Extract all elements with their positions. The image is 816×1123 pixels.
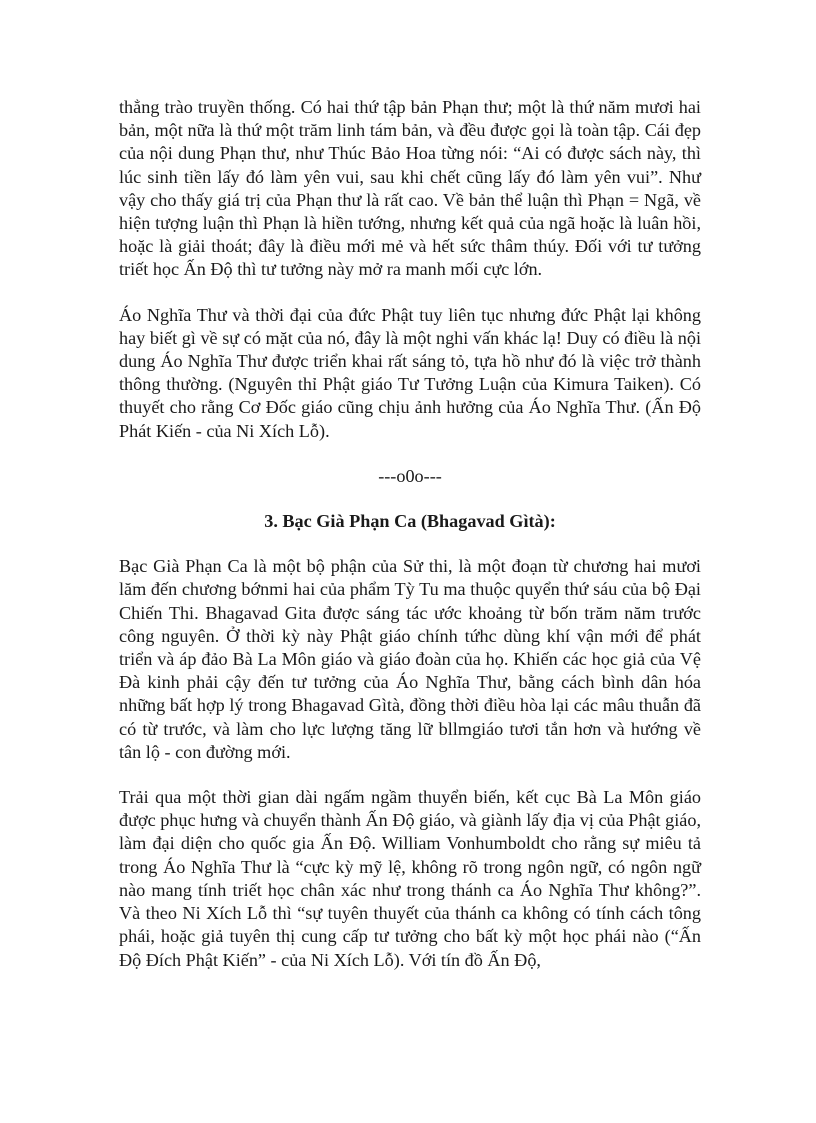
paragraph-gita-revival: Trải qua một thời gian dài ngấm ngầm thuyển biến, kết cục Bà La Môn giáo được phục hưng và chuyển thành Ấn Độ giáo, và giành lấy địa vị của Phật giáo, làm đại diện cho quốc gia Ấn Độ. William Vonhumboldt cho rằng sự miêu tả trong Áo Nghĩa Thư là “cực kỳ mỹ lệ, không rõ trong ngôn ngữ, có ngôn ngữ nào mang tính triết học chân xác như trong thánh ca Áo Nghĩa Thư không?”. Và theo Ni Xích Lỗ thì “sự tuyên thuyết của thánh ca không có tính cách tông phái, hoặc giả tuyên thị cung cấp tư tưởng cho bất kỳ một học phái nào (“Ấn Độ Đích Phật Kiến” - của Ni Xích Lỗ). Với tín đồ Ấn Độ, [119,787,701,970]
section-heading: 3. Bạc Già Phạn Ca (Bhagavad Gìtà): [264,511,556,532]
paragraph-upanishad-collections: thẳng trào truyền thống. Có hai thứ tập bản Phạn thư; một là thứ năm mươi hai bản, một nữa là thứ một trăm linh tám bản, và đều được gọi là toàn tập. Cái đẹp của nội dung Phạn thư, như Thúc Bảo Hoa từng nói: “Ai có được sách này, thì lúc sinh tiền lấy đó làm yên vui, sau khi chết cũng lấy đó làm yên vui”. Như vậy cho thấy giá trị của Phạn thư là rất cao. Về bản thể luận thì Phạn = Ngã, về hiện tượng luận thì Phạn là hiền tướng, nhưng kết quả của ngã hoặc là luân hồi, hoặc là giải thoát; đây là điều mới mẻ và hết sức thâm thúy. Đối với tư tưởng triết học Ấn Độ thì tư tưởng này mở ra manh mối cực lớn. [119,97,701,280]
paragraph-gita-origin: Bạc Già Phạn Ca là một bộ phận của Sử thi, là một đoạn từ chương hai mươi lăm đến chương bớnmi hai của phẩm Tỳ Tu ma thuộc quyển thứ sáu của bộ Đại Chiến Thi. Bhagavad Gita được sáng tác ước khoảng từ bốn trăm năm trước công nguyên. Ở thời kỳ này Phật giáo chính tứhc dùng khí vận mới để phát triển và áp đảo Bà La Môn giáo và giáo đoàn của họ. Khiến các học giả của Vệ Đà kinh phải cậy đến tư tưởng của Áo Nghĩa Thư, bằng cách bình dân hóa những bất hợp lý trong Bhagavad Gìtà, đồng thời điều hòa lại các mâu thuẫn đã có từ trước, và làm cho lực lượng tăng lữ bllmgiáo tươi tắn hơn và hướng về tân lộ - con đường mới. [119,556,701,762]
paragraph-upanishad-buddha: Áo Nghĩa Thư và thời đại của đức Phật tuy liên tục nhưng đức Phật lại không hay biết gì về sự có mặt của nó, đây là một nghi vấn khác lạ! Duy có điều là nội dung Áo Nghĩa Thư được triển khai rất sáng tỏ, tựa hồ như đó là việc trở thành thông thường. (Nguyên thỉ Phật giáo Tư Tưởng Luận của Kimura Taiken). Có thuyết cho rằng Cơ Đốc giáo cũng chịu ảnh hưởng của Áo Nghĩa Thư. (Ấn Độ Phát Kiến - của Ni Xích Lỗ). [119,304,701,441]
document-page [119,96,701,994]
section-separator: ---o0o--- [378,465,442,486]
